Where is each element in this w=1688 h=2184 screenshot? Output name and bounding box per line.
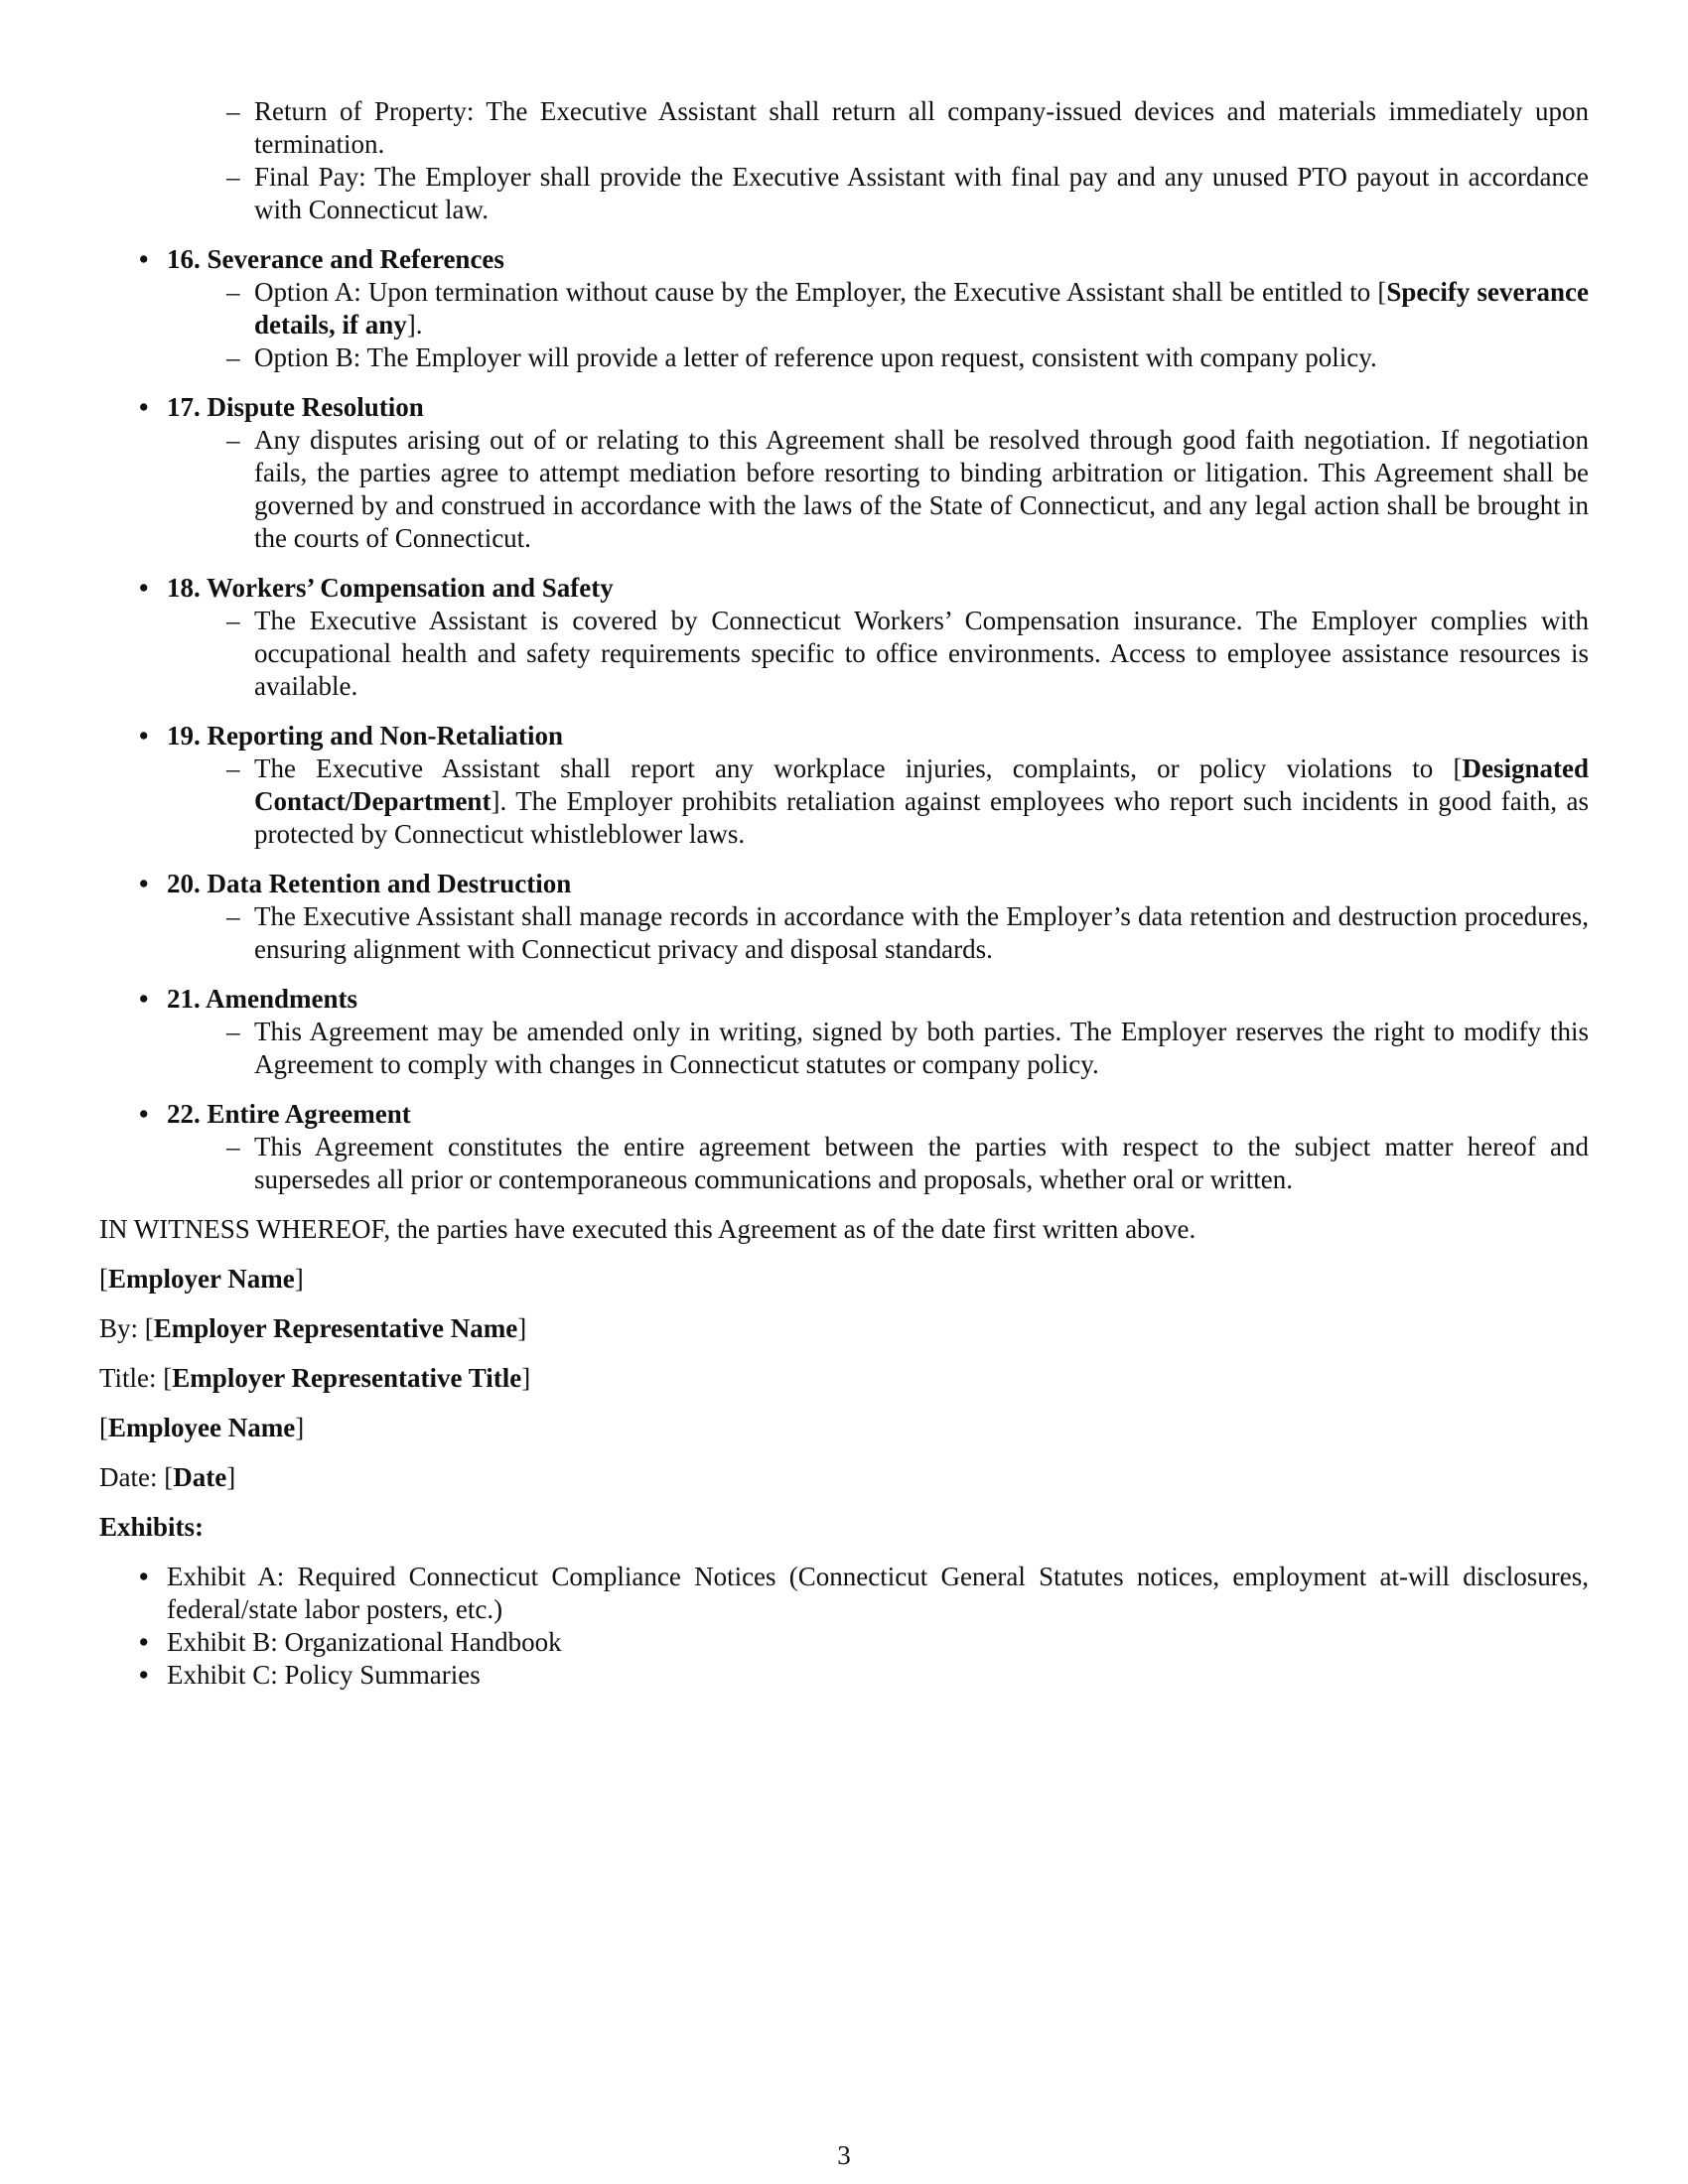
bullet: • xyxy=(139,1099,149,1129)
list-item xyxy=(226,95,1589,161)
placeholder-field: Designated Contact/Department xyxy=(254,753,1589,816)
dash-bullet: – xyxy=(226,1017,240,1046)
section-20 xyxy=(99,868,1589,966)
list-item-text: Option A: Upon termination without cause by the Employer, the Executive Assistant shall be entitled to [ xyxy=(254,277,1387,307)
section-title: 21. Amendments xyxy=(167,984,358,1014)
date-field: Date xyxy=(173,1462,227,1492)
list-item-text: The Executive Assistant shall report any workplace injuries, complaints, or policy violations to [ xyxy=(254,753,1463,783)
list-item xyxy=(226,161,1589,226)
title-line: Title: [Employer Representative Title] xyxy=(99,1363,531,1393)
placeholder-field: Specify severance details, if any xyxy=(254,277,1589,340)
employer-representative-name-field: Employer Representative Name xyxy=(153,1313,518,1343)
employee-name-field: Employee Name xyxy=(108,1413,296,1442)
section-19 xyxy=(99,720,1589,851)
section-title: 16. Severance and References xyxy=(167,244,504,274)
section-22 xyxy=(99,1098,1589,1196)
exhibit-item xyxy=(139,1659,1589,1692)
section-title: 19. Reporting and Non-Retaliation xyxy=(167,721,564,751)
list-item xyxy=(226,900,1589,966)
list-item-text: This Agreement constitutes the entire agreement between the parties with respect to the subject matter hereof and supersedes all prior or contemporaneous communications and proposals, whether oral or written. xyxy=(254,1132,1589,1194)
dash-bullet: – xyxy=(226,606,240,635)
list-item-text: The Executive Assistant is covered by Connecticut Workers’ Compensation insurance. The Employer complies with occupational health and safety requirements specific to office environments. Access to employee assistance resources is available. xyxy=(254,606,1589,701)
dash-bullet: – xyxy=(226,277,240,307)
exhibit-item xyxy=(139,1561,1589,1626)
by-line: By: [Employer Representative Name] xyxy=(99,1313,527,1343)
section-title: 20. Data Retention and Destruction xyxy=(167,869,572,898)
dash-bullet: – xyxy=(226,342,240,372)
bullet: • xyxy=(139,244,149,274)
list-item-text: ]. The Employer prohibits retaliation against employees who report such incidents in good faith, as protected by Connecticut whistleblower laws. xyxy=(254,786,1589,849)
list-item xyxy=(226,1131,1589,1196)
bullet: • xyxy=(139,392,149,422)
dash-bullet: – xyxy=(226,753,240,783)
exhibit-text: Exhibit A: Required Connecticut Compliance Notices (Connecticut General Statutes notices, employment at-will disclosures, federal/state labor posters, etc.) xyxy=(167,1562,1589,1624)
list-item xyxy=(226,341,1589,374)
section-title: 17. Dispute Resolution xyxy=(167,392,424,422)
exhibit-text: Exhibit C: Policy Summaries xyxy=(167,1660,481,1690)
employer-name-field: Employer Name xyxy=(108,1264,295,1294)
continued-list xyxy=(99,95,1589,226)
list-item xyxy=(226,1016,1589,1081)
dash-bullet: – xyxy=(226,425,240,455)
document-page xyxy=(99,95,1589,1692)
section-18 xyxy=(99,572,1589,703)
section-16 xyxy=(99,243,1589,374)
section-21 xyxy=(99,983,1589,1081)
list-item-text: Return of Property: The Executive Assistant shall return all company-issued devices and materials immediately upon termination. xyxy=(254,96,1589,159)
exhibit-list xyxy=(99,1561,1589,1692)
employer-representative-title-field: Employer Representative Title xyxy=(172,1363,522,1393)
dash-bullet: – xyxy=(226,162,240,192)
list-item-text: Final Pay: The Employer shall provide the Executive Assistant with final pay and any unused PTO payout in accordance with Connecticut law. xyxy=(254,162,1589,224)
bullet: • xyxy=(139,984,149,1014)
list-item-text: The Executive Assistant shall manage records in accordance with the Employer’s data retention and destruction procedures, ensuring alignment with Connecticut privacy and disposal standards. xyxy=(254,901,1589,964)
section-title: 18. Workers’ Compensation and Safety xyxy=(167,573,614,603)
dash-bullet: – xyxy=(226,901,240,931)
bullet: • xyxy=(139,1562,149,1591)
bullet: • xyxy=(139,1660,149,1690)
list-item-text: This Agreement may be amended only in writing, signed by both parties. The Employer reserves the right to modify this Agreement to comply with changes in Connecticut statutes or company policy. xyxy=(254,1017,1589,1079)
dash-bullet: – xyxy=(226,1132,240,1161)
date-line: Date: [Date] xyxy=(99,1462,236,1492)
list-item xyxy=(226,605,1589,703)
bullet: • xyxy=(139,869,149,898)
by-label: By: xyxy=(99,1313,145,1343)
dash-bullet: – xyxy=(226,96,240,126)
list-item-text: Any disputes arising out of or relating to this Agreement shall be resolved through good faith negotiation. If negotiation fails, the parties agree to attempt mediation before resorting to binding arbitration or litigation. This Agreement shall be governed by and construed in accordance with the laws of the State of Connecticut, and any legal action shall be brought in the courts of Connecticut. xyxy=(254,425,1589,553)
exhibit-text: Exhibit B: Organizational Handbook xyxy=(167,1627,562,1657)
section-title: 22. Entire Agreement xyxy=(167,1099,411,1129)
list-item xyxy=(226,276,1589,341)
list-item xyxy=(226,752,1589,851)
bullet: • xyxy=(139,573,149,603)
list-item-text: ]. xyxy=(406,310,423,340)
list-item-text: Option B: The Employer will provide a letter of reference upon request, consistent with company policy. xyxy=(254,342,1377,372)
page-number: 3 xyxy=(837,2140,851,2170)
date-label: Date: xyxy=(99,1462,165,1492)
exhibit-item xyxy=(139,1626,1589,1659)
employer-name-line: [Employer Name] xyxy=(99,1264,304,1294)
section-17 xyxy=(99,391,1589,555)
list-item xyxy=(226,424,1589,555)
employee-name-line: [Employee Name] xyxy=(99,1413,305,1442)
title-label: Title: xyxy=(99,1363,164,1393)
witness-statement: IN WITNESS WHEREOF, the parties have executed this Agreement as of the date first written above. xyxy=(99,1214,1196,1244)
exhibits-heading: Exhibits: xyxy=(99,1512,205,1542)
bullet: • xyxy=(139,1627,149,1657)
bullet: • xyxy=(139,721,149,751)
